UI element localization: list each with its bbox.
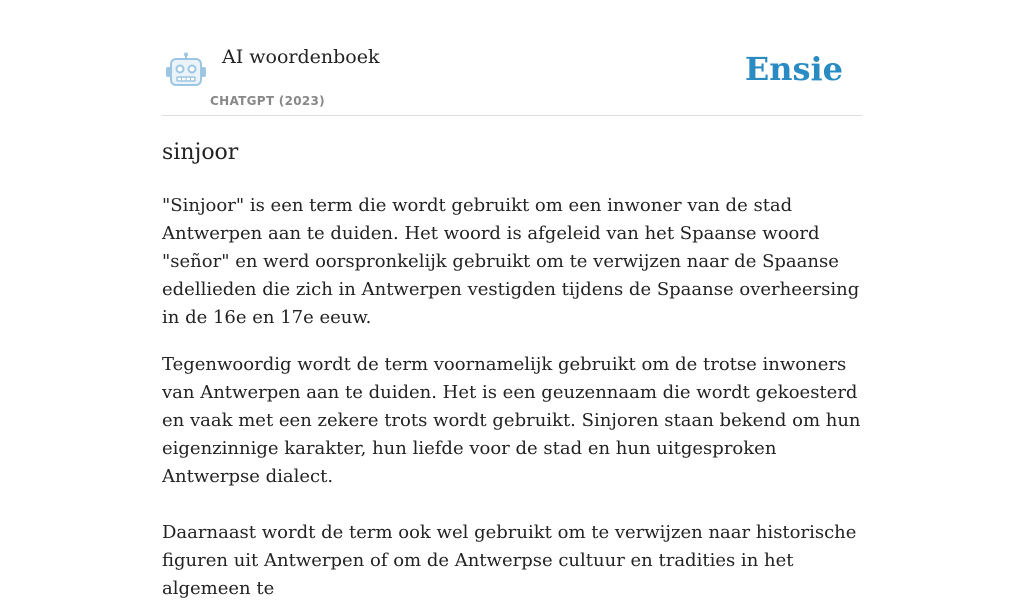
entry-definition bbox=[162, 192, 867, 603]
ensie-logo-link[interactable]: Ensie bbox=[744, 50, 843, 88]
dictionary-source: CHATGPT (2023) bbox=[210, 94, 325, 108]
definition-paragraph: Daarnaast wordt de term ook wel gebruikt om te verwijzen naar historische figuren uit Antwerpen of om de Antwerpse cultuur en tradities in het algemeen te bbox=[162, 522, 857, 599]
dictionary-header bbox=[162, 40, 862, 116]
dictionary-name-link[interactable]: AI woordenboek bbox=[222, 46, 380, 68]
robot-icon bbox=[165, 52, 207, 90]
definition-paragraph: "Sinjoor" is een term die wordt gebruikt om een inwoner van de stad Antwerpen aan te duiden. Het woord is afgeleid van het Spaanse woord "señor" en werd oorspronkelijk gebruikt om te verwijzen naar de Spaanse edellieden die zich in Antwerpen vestigden tijdens de Spaanse overheersing in de 16e en 17e eeuw. bbox=[162, 195, 860, 328]
definition-paragraph: Tegenwoordig wordt de term voornamelijk gebruikt om de trotse inwoners van Antwerpen aan te duiden. Het is een geuzennaam die wordt gekoesterd en vaak met een zekere trots wordt gebruikt. Sinjoren staan bekend om hun eigenzinnige karakter, hun liefde voor de stad en hun uitgesproken Antwerpse dialect. bbox=[162, 354, 861, 487]
entry-term: sinjoor bbox=[162, 140, 239, 165]
